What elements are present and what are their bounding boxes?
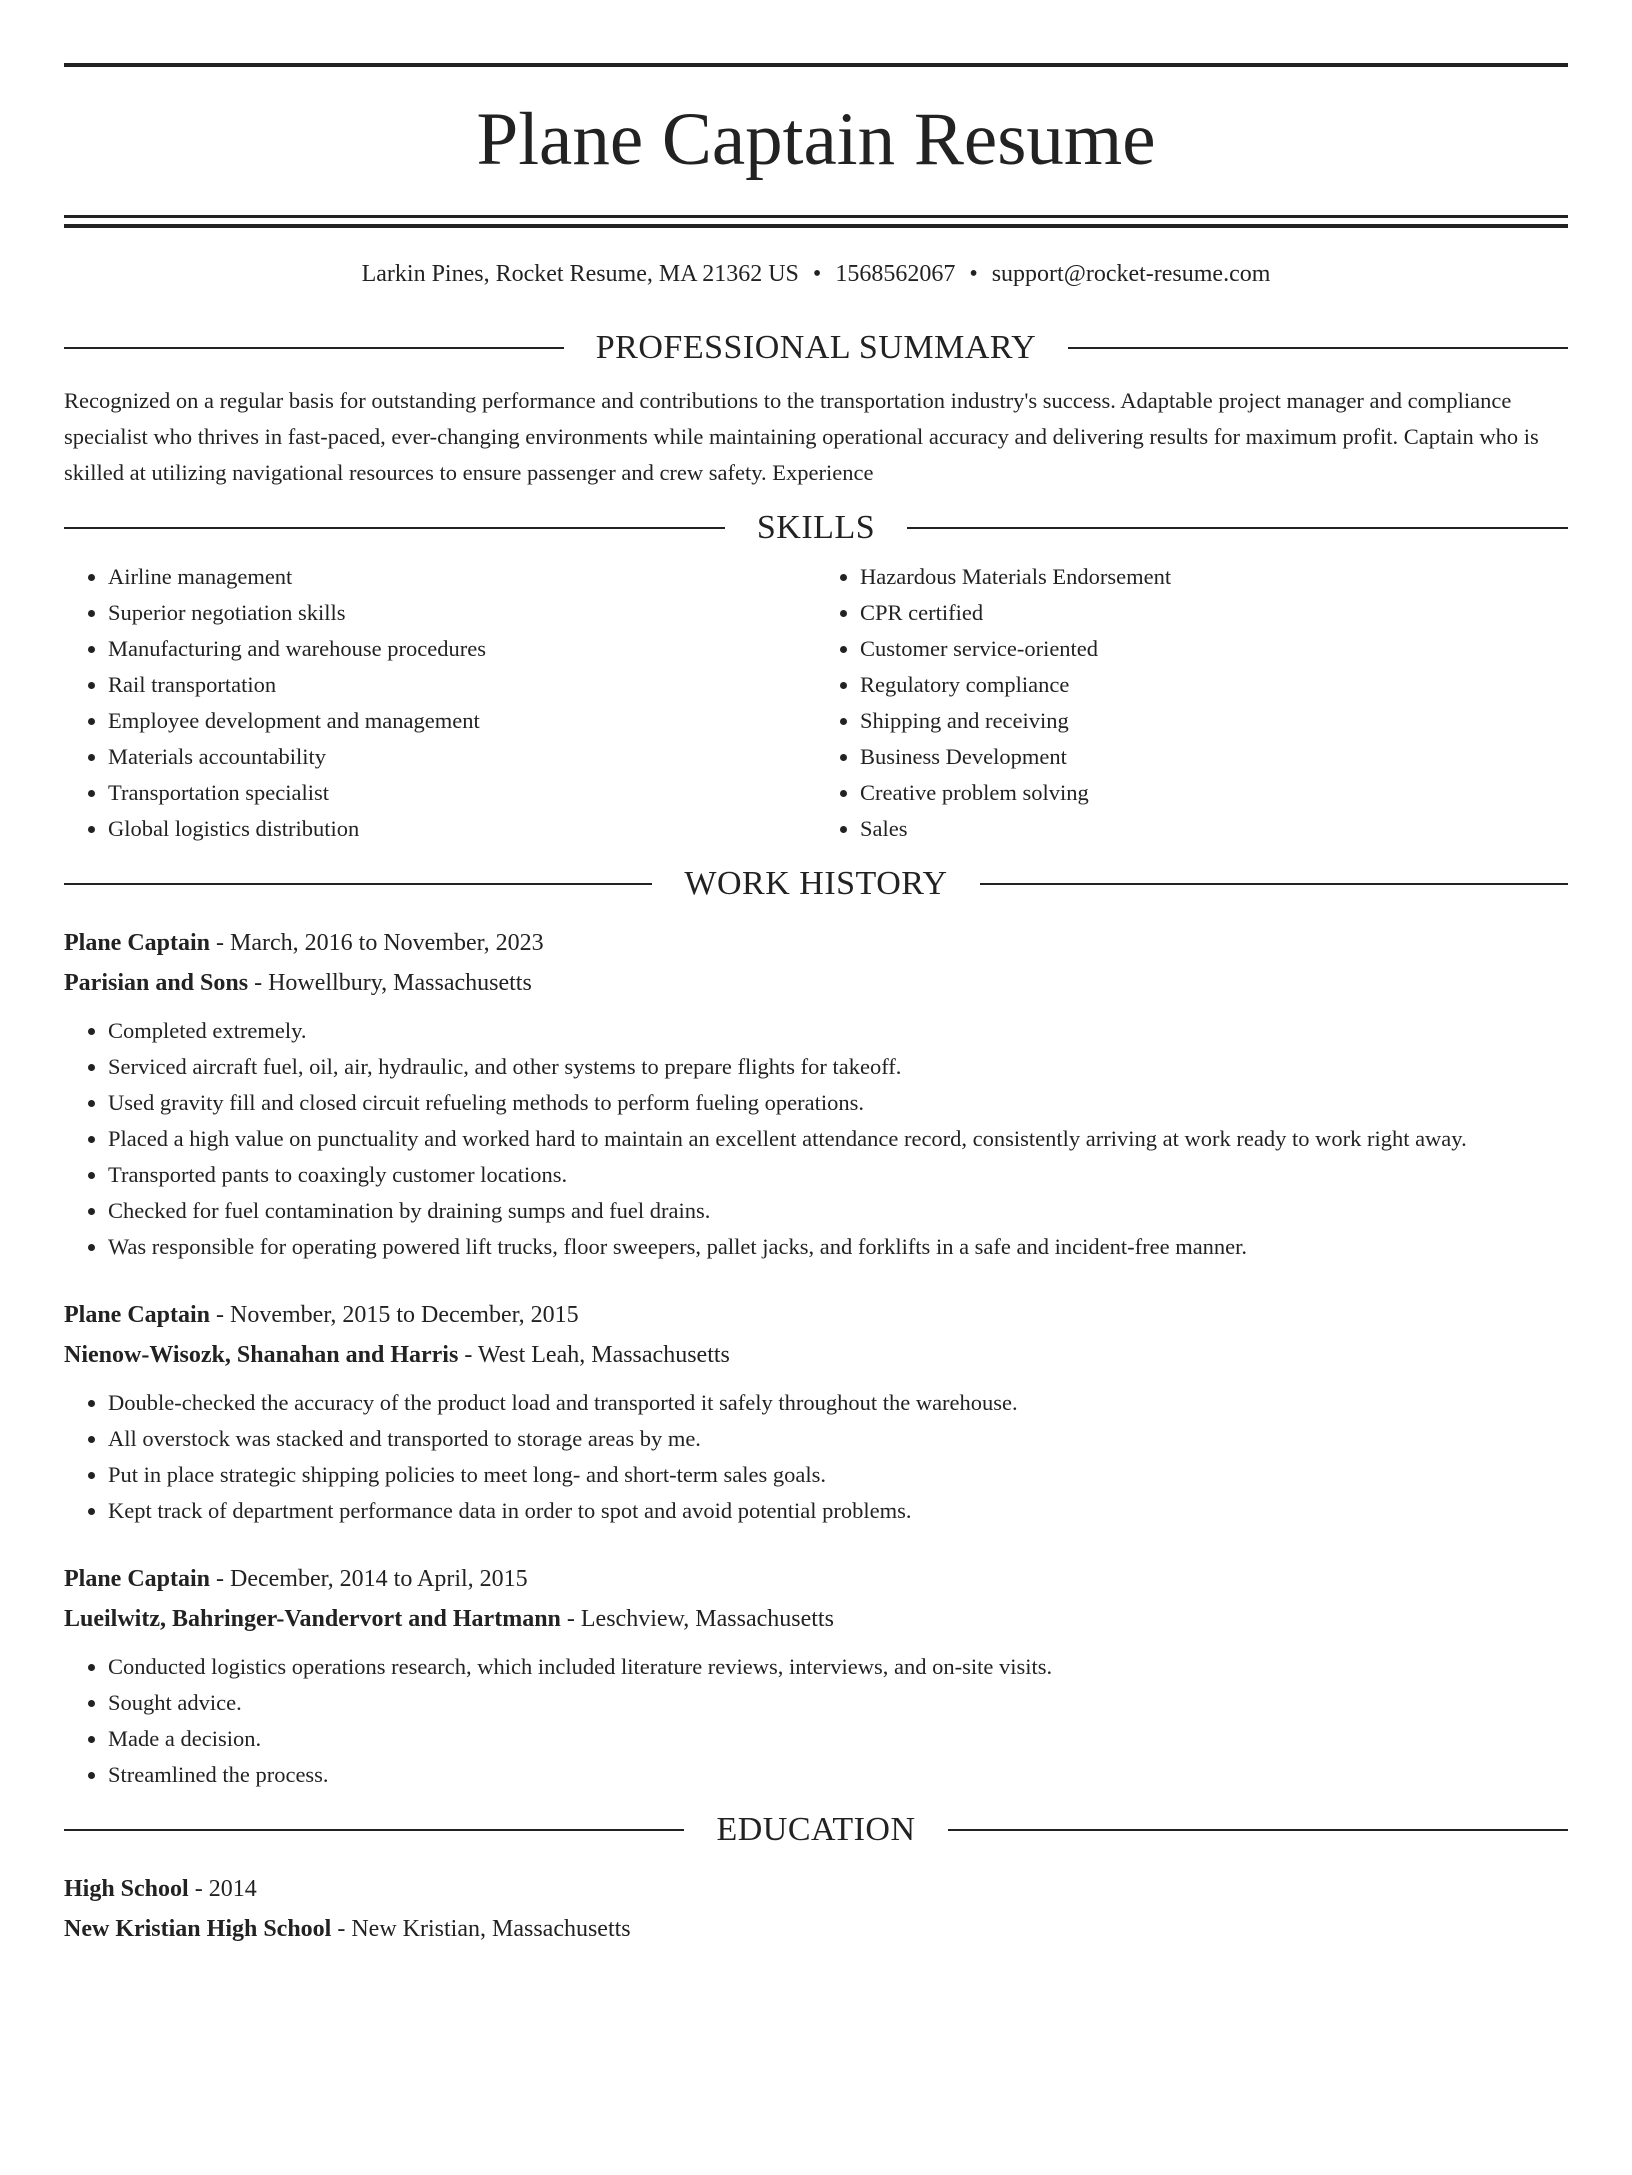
education-year: - 2014 bbox=[188, 1876, 257, 1902]
job-bullet: • Placed a high value on punctuality and worked hard to maintain an excellent attendance record, consistently arriving at work ready to work right away. bbox=[108, 1121, 1568, 1157]
education-heading: EDUCATION bbox=[716, 1811, 916, 1848]
job-dates: - December, 2014 to April, 2015 bbox=[210, 1566, 528, 1592]
job-entry bbox=[64, 1559, 1568, 1793]
skill-item: • Sales bbox=[860, 811, 1568, 847]
education-heading-row bbox=[64, 1807, 1568, 1853]
education-school: New Kristian High School bbox=[64, 1916, 332, 1942]
skill-item: • Manufacturing and warehouse procedures bbox=[108, 631, 816, 667]
job-bullet: • Kept track of department performance data in order to spot and avoid potential problems. bbox=[108, 1493, 1568, 1529]
contact-separator: • bbox=[969, 261, 978, 287]
job-bullets bbox=[64, 1385, 1568, 1529]
education-degree-line bbox=[64, 1869, 1568, 1909]
skill-item: • Regulatory compliance bbox=[860, 667, 1568, 703]
skill-item: • Shipping and receiving bbox=[860, 703, 1568, 739]
skill-item: • Superior negotiation skills bbox=[108, 595, 816, 631]
job-bullet: • Sought advice. bbox=[108, 1685, 1568, 1721]
job-bullet: • Used gravity fill and closed circuit refueling methods to perform fueling operations. bbox=[108, 1085, 1568, 1121]
skill-item: • Transportation specialist bbox=[108, 775, 816, 811]
page-title: Plane Captain Resume bbox=[476, 98, 1156, 181]
divider bbox=[64, 883, 652, 885]
education-location: - New Kristian, Massachusetts bbox=[331, 1916, 631, 1942]
job-title: Plane Captain bbox=[64, 1566, 211, 1592]
job-bullet: • Put in place strategic shipping policies to meet long- and short-term sales goals. bbox=[108, 1457, 1568, 1493]
contact-line bbox=[64, 259, 1568, 289]
contact-phone: 1568562067 bbox=[835, 261, 956, 287]
divider bbox=[64, 347, 564, 349]
skill-item: • Materials accountability bbox=[108, 739, 816, 775]
skill-item: • Employee development and management bbox=[108, 703, 816, 739]
skill-item: • Global logistics distribution bbox=[108, 811, 816, 847]
education-degree: High School bbox=[64, 1876, 189, 1902]
job-company-line bbox=[64, 963, 1568, 1003]
title-double-rule bbox=[64, 215, 1568, 228]
skill-item: • Hazardous Materials Endorsement bbox=[860, 559, 1568, 595]
skills-heading: SKILLS bbox=[756, 509, 876, 546]
skill-item: • CPR certified bbox=[860, 595, 1568, 631]
job-bullets bbox=[64, 1649, 1568, 1793]
skills-list-left bbox=[64, 559, 816, 847]
job-bullet: • Conducted logistics operations research, which included literature reviews, interviews, and on-site visits. bbox=[108, 1649, 1568, 1685]
job-entry bbox=[64, 923, 1568, 1265]
skills-heading-row bbox=[64, 505, 1568, 551]
job-company: Lueilwitz, Bahringer-Vandervort and Hartmann bbox=[64, 1606, 561, 1632]
job-bullets bbox=[64, 1013, 1568, 1265]
job-bullet: • Was responsible for operating powered lift trucks, floor sweepers, pallet jacks, and forklifts in a safe and incident-free manner. bbox=[108, 1229, 1568, 1265]
work-heading: WORK HISTORY bbox=[684, 865, 948, 902]
job-title-line bbox=[64, 1295, 1568, 1335]
education-entry bbox=[64, 1869, 1568, 1949]
job-company: Parisian and Sons bbox=[64, 970, 249, 996]
skills-list-right bbox=[816, 559, 1568, 847]
contact-email: support@rocket-resume.com bbox=[991, 261, 1271, 287]
skill-item: • Creative problem solving bbox=[860, 775, 1568, 811]
job-company-line bbox=[64, 1599, 1568, 1639]
divider bbox=[64, 527, 725, 529]
top-rule bbox=[64, 63, 1568, 67]
divider bbox=[1068, 347, 1568, 349]
job-bullet: • Serviced aircraft fuel, oil, air, hydraulic, and other systems to prepare flights for takeoff. bbox=[108, 1049, 1568, 1085]
job-bullet: • Double-checked the accuracy of the product load and transported it safely throughout the warehouse. bbox=[108, 1385, 1568, 1421]
job-dates: - November, 2015 to December, 2015 bbox=[210, 1302, 579, 1328]
divider bbox=[64, 1829, 684, 1831]
job-title-line bbox=[64, 923, 1568, 963]
summary-heading: PROFESSIONAL SUMMARY bbox=[595, 329, 1037, 366]
contact-separator: • bbox=[812, 261, 822, 287]
contact-address: Larkin Pines, Rocket Resume, MA 21362 US bbox=[361, 261, 799, 287]
divider bbox=[907, 527, 1568, 529]
job-bullet: • Checked for fuel contamination by draining sumps and fuel drains. bbox=[108, 1193, 1568, 1229]
skill-item: • Business Development bbox=[860, 739, 1568, 775]
job-title: Plane Captain bbox=[64, 930, 211, 956]
job-company-line bbox=[64, 1335, 1568, 1375]
job-bullet: • Transported pants to coaxingly customer locations. bbox=[108, 1157, 1568, 1193]
job-bullet: • Completed extremely. bbox=[108, 1013, 1568, 1049]
job-bullet: • Streamlined the process. bbox=[108, 1757, 1568, 1793]
skill-item: • Rail transportation bbox=[108, 667, 816, 703]
job-bullet: • All overstock was stacked and transported to storage areas by me. bbox=[108, 1421, 1568, 1457]
education-school-line bbox=[64, 1909, 1568, 1949]
summary-heading-row bbox=[64, 325, 1568, 371]
job-title-line bbox=[64, 1559, 1568, 1599]
summary-text: Recognized on a regular basis for outstanding performance and contributions to the transportation industry's success. Adaptable project manager and compliance specialist who thrives in fast-paced, ever-changing environments while maintaining operational accuracy and delivering results for maximum profit. Captain who is skilled at utilizing navigational resources to ensure passenger and crew safety. Experience bbox=[64, 388, 1539, 485]
skill-item: • Airline management bbox=[108, 559, 816, 595]
divider bbox=[980, 883, 1568, 885]
job-bullet: • Made a decision. bbox=[108, 1721, 1568, 1757]
work-heading-row bbox=[64, 861, 1568, 907]
job-location: - Leschview, Massachusetts bbox=[560, 1606, 834, 1632]
job-title: Plane Captain bbox=[64, 1302, 211, 1328]
resume-page bbox=[0, 63, 1632, 2175]
job-location: - West Leah, Massachusetts bbox=[458, 1342, 730, 1368]
skills-columns bbox=[64, 559, 1568, 847]
job-company: Nienow-Wisozk, Shanahan and Harris bbox=[64, 1342, 459, 1368]
divider bbox=[948, 1829, 1568, 1831]
job-dates: - March, 2016 to November, 2023 bbox=[210, 930, 544, 956]
skill-item: • Customer service-oriented bbox=[860, 631, 1568, 667]
job-entry bbox=[64, 1295, 1568, 1529]
job-location: - Howellbury, Massachusetts bbox=[248, 970, 532, 996]
